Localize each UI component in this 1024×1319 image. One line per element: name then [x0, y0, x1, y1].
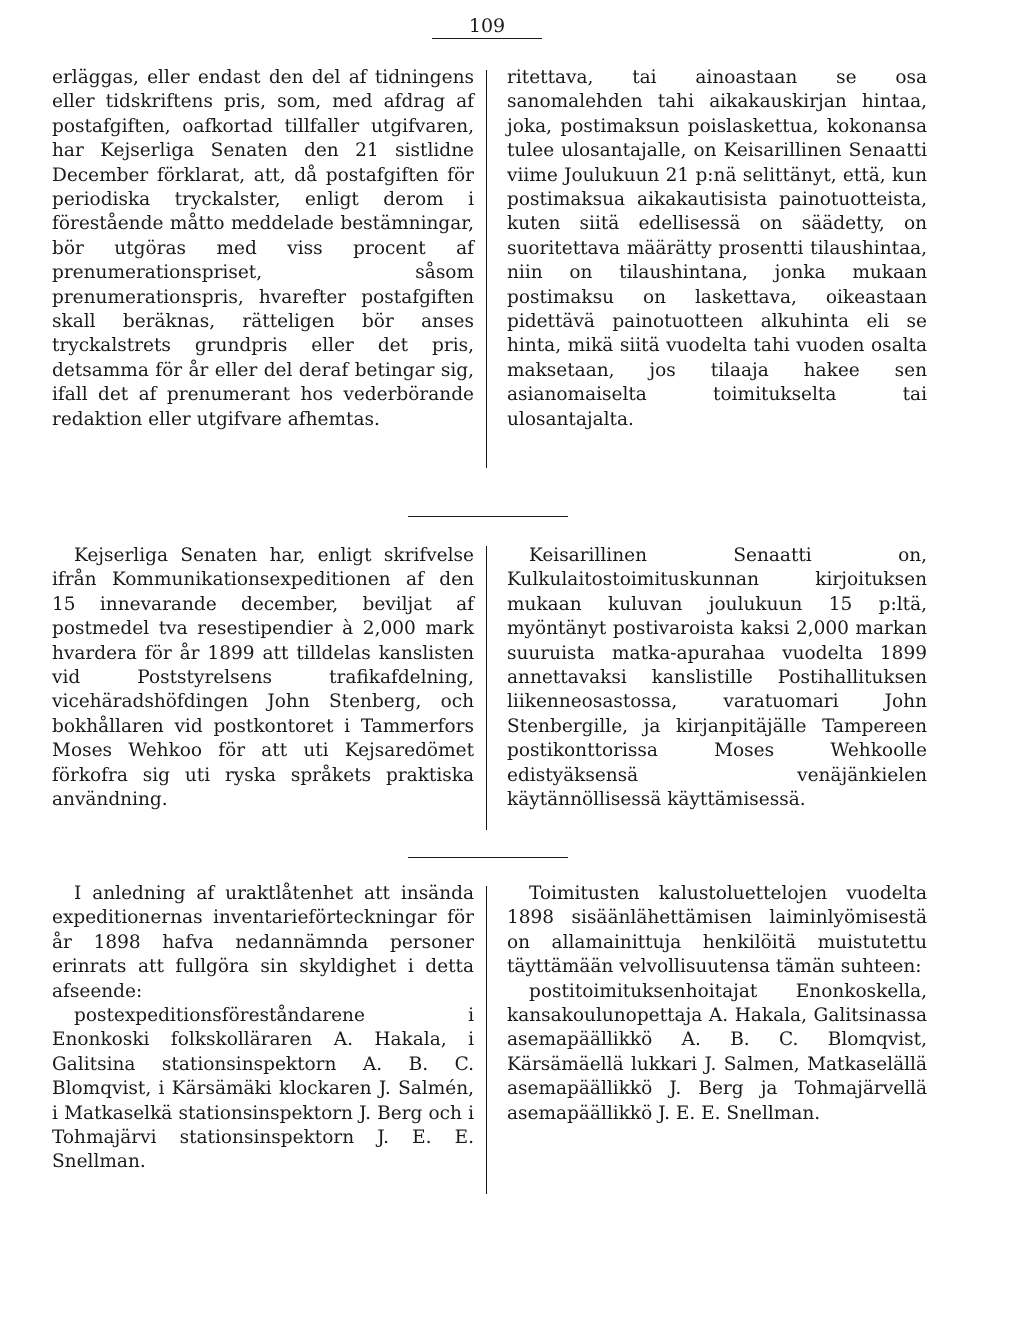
section-3-finnish-text: [507, 882, 927, 1126]
column-divider: [486, 70, 487, 468]
section-2-finnish-text: [507, 544, 927, 812]
paragraph: postexpeditionsföreståndarene i Enonkoski folkskolläraren A. Hakala, i Galitsina stationsinspektorn A. B. C. Blomqvist, i Kärsämäki klockaren J. Salmén, i Matkaselkä stationsinspektorn J. Berg och i Tohmajärvi stationsinspektorn J. E. E. Snellman.: [52, 1005, 474, 1173]
page-number: 109: [432, 14, 542, 39]
paragraph: Toimitusten kalustoluettelojen vuodelta 1898 sisäänlähettämisen laiminlyömisestä on allamainittuja henkilöitä muistutettu täyttämään velvollisuutensa tämän suhteen:: [507, 883, 927, 978]
paragraph: Kejserliga Senaten har, enligt skrifvelse ifrån Kommunikationsexpeditionen af den 15 innevarande december, beviljat af postmedel tva resestipendier à 2,000 mark hvardera för år 1899 att tilldelas kanslisten vid Poststyrelsens trafikafdelning, vicehäradshöfdingen John Stenberg, och bokhållaren vid postkontoret i Tammerfors Moses Wehkoo för att uti Kejsaredömet förkofra sig uti ryska språkets praktiska användning.: [52, 545, 474, 811]
section-1-finnish-text: [507, 66, 927, 432]
paragraph: ritettava, tai ainoastaan se osa sanomalehden tahi aikakauskirjan hintaa, joka, postimaksun poislaskettua, kokonansa tulee ulosantajalle, on Keisarillinen Senaatti viime Joulukuun 21 p:nä selittänyt, että, kun postimaksua aikakautisista painotuotteista, kuten siitä edellisessä on säädetty, on suoritettava määrätty prosentti tilaushintaa, niin on tilaushintana, jonka mukaan postimaksu on laskettava, oikeastaan pidettävä painotuotteen alkuhinta eli se hinta, mikä siitä vuodelta tahi vuoden osalta maksetaan, jos tilaaja hakee sen asianomaiselta toimitukselta tai ulosantajalta.: [507, 67, 927, 430]
section-2-swedish-text: [52, 544, 474, 812]
section-divider: [408, 516, 568, 517]
paragraph: erläggas, eller endast den del af tidningens eller tidskriftens pris, som, med afdrag af postafgiften, oafkortad tillfaller utgifvaren, har Kejserliga Senaten den 21 sistlidne December förklarat, att, då postafgiften för periodiska tryckalster, enligt derom i förestående måtto meddelade bestämningar, bör utgöras med viss procent af prenumerationspriset, såsom prenumerationspris, hvarefter postafgiften skall beräknas, rätteligen bör anses tryckalstrets grundpris eller det pris, detsamma för år eller del deraf betingar sig, ifall det af prenumerant hos vederbörande redaktion eller utgifvare afhemtas.: [52, 67, 474, 430]
section-3-swedish-text: [52, 882, 474, 1175]
column-divider: [486, 886, 487, 1194]
paragraph: postitoimituksenhoitajat Enonkoskella, kansakoulunopettaja A. Hakala, Galitsinassa asemapäällikkö A. B. C. Blomqvist, Kärsämäellä lukkari J. Salmen, Matkaselällä asemapäällikkö J. Berg ja Tohmajärvellä asemapäällikkö J. E. E. Snellman.: [507, 980, 927, 1124]
section-divider: [408, 857, 568, 858]
paragraph: I anledning af uraktlåtenhet att insända expeditionernas inventarieförteckningar för år 1898 hafva nedannämnda personer erinrats att fullgöra sin skyldighet i detta afseende:: [52, 883, 474, 1002]
section-1-swedish-text: [52, 66, 474, 432]
paragraph: Keisarillinen Senaatti on, Kulkulaitostoimituskunnan kirjoituksen mukaan kuluvan joulukuun 15 p:ltä, myöntänyt postivaroista kaksi 2,000 markan suuruista matka-apurahaa vuodelta 1899 annettavaksi kanslistille Postihallituksen liikenneosastossa, varatuomari John Stenbergille, ja kirjanpitäjälle Tampereen postikonttorissa Moses Wehkoolle edistyäksensä venäjänkielen käytännöllisessä käyttämisessä.: [507, 545, 927, 811]
column-divider: [486, 546, 487, 830]
